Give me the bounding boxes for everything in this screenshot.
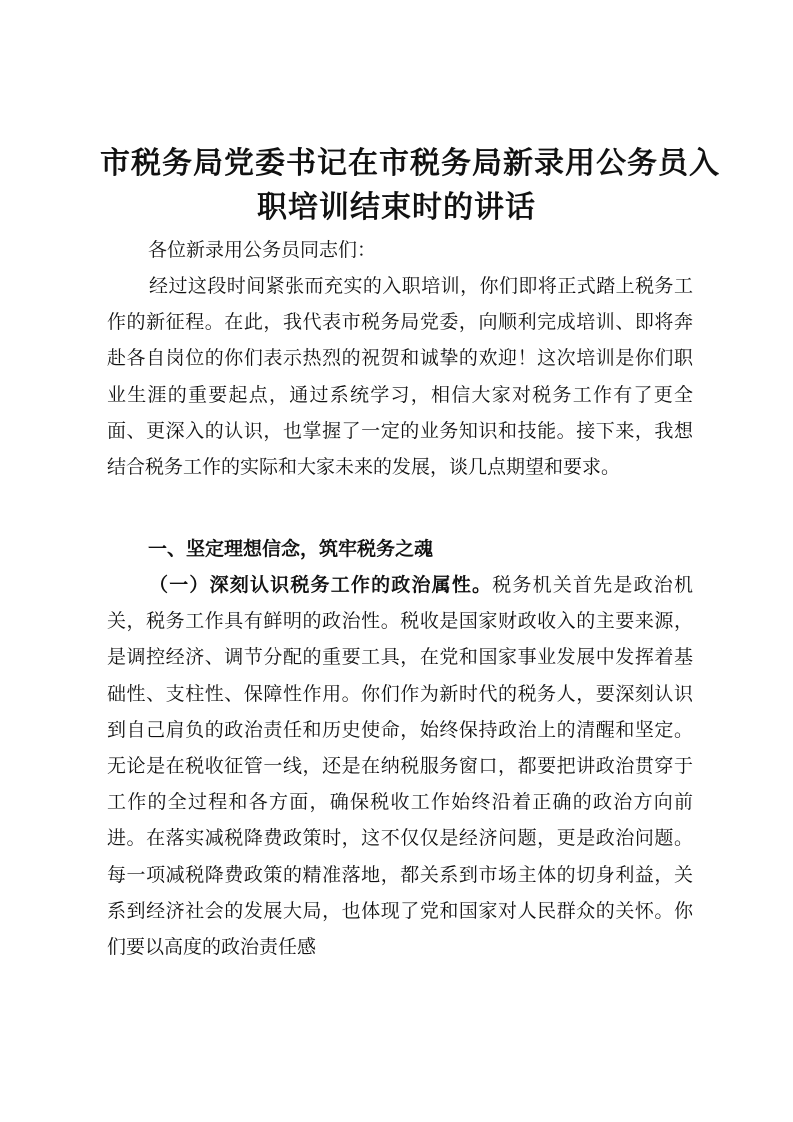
document-title-line-1: 市税务局党委书记在市税务局新录用公务员入 — [100, 146, 720, 181]
paragraph-lead-in: （一）深刻认识税务工作的政治属性。 — [149, 574, 493, 596]
section-heading-1: 一、坚定理想信念，筑牢税务之魂 — [148, 538, 434, 560]
salutation: 各位新录用公务员同志们： — [148, 239, 377, 261]
document-title-line-2: 职培训结束时的讲话 — [257, 190, 536, 225]
paragraph-intro: 经过这段时间紧张而充实的入职培训，你们即将正式踏上税务工作的新征程。在此，我代表市税务局党委，向顺利完成培训、即将奔赴各自岗位的你们表示热烈的祝贺和诚挚的欢迎！这次培训是你们职业生涯的重要起点，通过系统学习，相信大家对税务工作有了更全面、更深入的认识，也掌握了一定的业务知识和技能。接下来，我想结合税务工作的实际和大家未来的发展，谈几点期望和要求。 — [107, 275, 693, 479]
paragraph-political-attribute — [107, 567, 693, 965]
paragraph-body: 税务机关首先是政治机关，税务工作具有鲜明的政治性。税收是国家财政收入的主要来源，是调控经济、调节分配的重要工具，在党和国家事业发展中发挥着基础性、支柱性、保障性作用。你们作为新时代的税务人，要深刻认识到自己肩负的政治责任和历史使命，始终保持政治上的清醒和坚定。无论是在税收征管一线，还是在纳税服务窗口，都要把讲政治贯穿于工作的全过程和各方面，确保税收工作始终沿着正确的政治方向前进。在落实减税降费政策时，这不仅仅是经济问题，更是政治问题。每一项减税降费政策的精准落地，都关系到市场主体的切身利益，关系到经济社会的发展大局，也体现了党和国家对人民群众的关怀。你们要以高度的政治责任感 — [107, 574, 693, 959]
